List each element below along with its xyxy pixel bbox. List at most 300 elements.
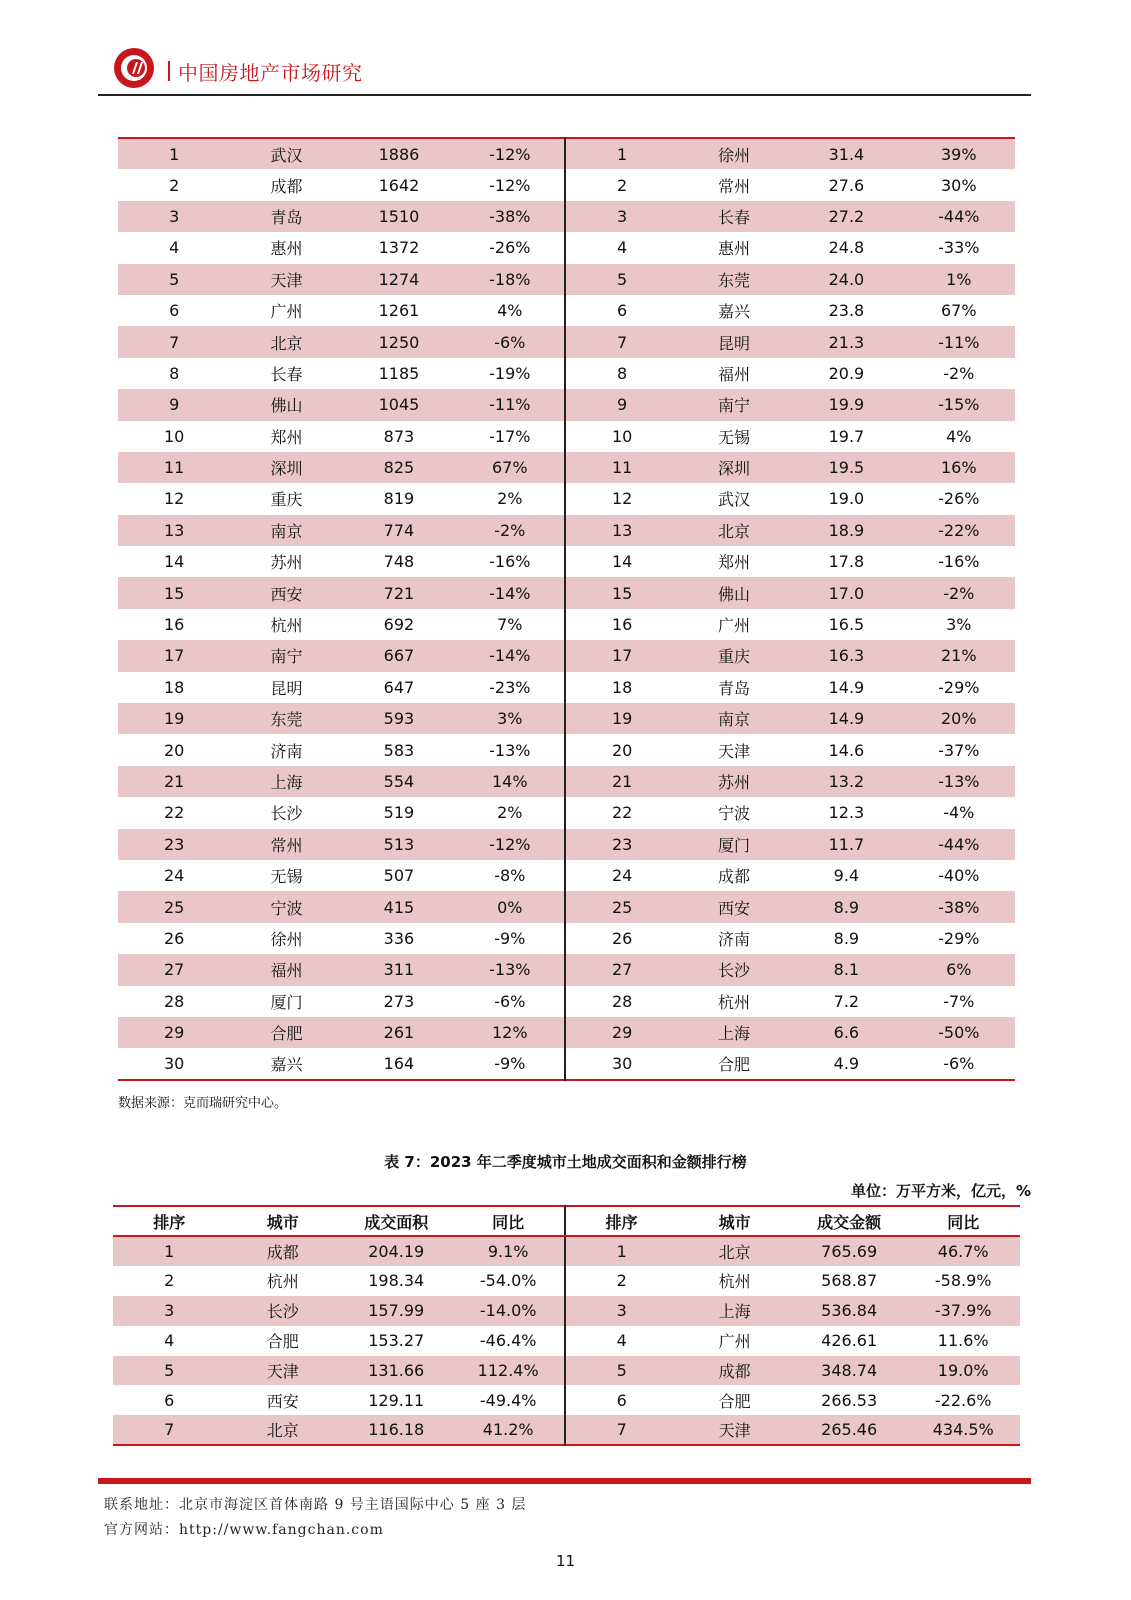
table-cell: 28 bbox=[611, 991, 633, 1011]
table-cell: 21.3 bbox=[790, 326, 902, 357]
table-cell: 434.5% bbox=[906, 1415, 1020, 1445]
table-cell: 721 bbox=[343, 577, 455, 608]
table-cell: -13% bbox=[455, 734, 565, 765]
table-cell: 10 bbox=[164, 426, 185, 446]
table-cell: 9.1% bbox=[452, 1236, 564, 1266]
table-cell: 苏州 bbox=[270, 553, 303, 573]
table-cell: 1 bbox=[113, 1236, 225, 1266]
table-cell: 1 bbox=[118, 138, 230, 169]
table-cell: -11% bbox=[455, 389, 565, 420]
table-row bbox=[118, 389, 1015, 420]
table-cell: 广州 bbox=[718, 616, 751, 636]
table-row bbox=[118, 734, 1015, 765]
table-cell: 1 bbox=[565, 138, 677, 169]
table-cell: 长沙 bbox=[270, 804, 303, 824]
table-cell: 杭州 bbox=[270, 616, 303, 636]
table-cell: 7 bbox=[113, 1415, 225, 1445]
table-cell: 2 bbox=[617, 175, 628, 195]
table-cell: 19.5 bbox=[790, 452, 902, 483]
table-cell: -18% bbox=[455, 264, 565, 295]
table-cell: -22% bbox=[903, 515, 1015, 546]
table-cell: 常州 bbox=[718, 176, 751, 196]
table-row bbox=[118, 923, 1015, 954]
table-cell: 198.34 bbox=[368, 1271, 425, 1291]
table-cell: 嘉兴 bbox=[270, 1055, 303, 1075]
table-cell: 10 bbox=[611, 426, 633, 446]
table-cell: 9 bbox=[118, 389, 230, 420]
table-row bbox=[118, 358, 1015, 389]
table-cell: 1045 bbox=[343, 389, 455, 420]
table-cell: 8 bbox=[169, 363, 180, 383]
table-cell: 29 bbox=[565, 1017, 677, 1048]
table-cell: 15 bbox=[565, 577, 677, 608]
table-cell: 北京 bbox=[225, 1415, 340, 1445]
table-cell: 14.6 bbox=[828, 740, 865, 760]
table-cell: 2 bbox=[164, 1271, 175, 1291]
table-row bbox=[113, 1356, 1020, 1386]
table-row bbox=[118, 609, 1015, 640]
column-header: 排序 bbox=[565, 1206, 677, 1236]
table-cell: 成都 bbox=[225, 1236, 340, 1266]
page-header bbox=[98, 40, 1031, 96]
table-cell: 311 bbox=[343, 954, 455, 985]
table-cell: 合肥 bbox=[266, 1332, 299, 1352]
table-row bbox=[118, 986, 1015, 1017]
table-cell: 13 bbox=[118, 515, 230, 546]
table-cell: -22.6% bbox=[934, 1390, 992, 1410]
table-cell: 宁波 bbox=[230, 891, 342, 922]
table-cell: 2% bbox=[455, 483, 565, 514]
table-cell: 苏州 bbox=[678, 766, 790, 797]
table-cell: 东莞 bbox=[230, 703, 342, 734]
table-cell: 上海 bbox=[678, 1017, 790, 1048]
table-cell: 1 bbox=[565, 1236, 677, 1266]
table-cell: 14.9 bbox=[790, 703, 902, 734]
table-cell: 4% bbox=[946, 426, 972, 446]
table-row bbox=[118, 829, 1015, 860]
table-cell: 7 bbox=[565, 1415, 677, 1445]
table-cell: 112.4% bbox=[452, 1356, 564, 1386]
table-cell: 佛山 bbox=[230, 389, 342, 420]
table-row bbox=[118, 483, 1015, 514]
table-cell: 9.4 bbox=[833, 866, 860, 886]
table-cell: 8.9 bbox=[833, 928, 860, 948]
table-cell: 19.0 bbox=[828, 489, 865, 509]
table-row bbox=[118, 703, 1015, 734]
table-cell: 5 bbox=[565, 1356, 677, 1386]
table-cell: -54.0% bbox=[452, 1266, 564, 1296]
table-cell: 惠州 bbox=[270, 239, 303, 259]
table-cell: -6% bbox=[943, 1054, 975, 1074]
table-cell: 无锡 bbox=[270, 867, 303, 887]
table-cell: 3% bbox=[455, 703, 565, 734]
table-cell: 重庆 bbox=[270, 490, 303, 510]
table-cell: 嘉兴 bbox=[718, 302, 751, 322]
table-cell: 568.87 bbox=[821, 1271, 878, 1291]
table-cell: 长春 bbox=[678, 201, 790, 232]
table-row bbox=[113, 1266, 1020, 1296]
table-row bbox=[118, 264, 1015, 295]
table-row bbox=[118, 1017, 1015, 1048]
table-cell: 24.0 bbox=[790, 264, 902, 295]
table-cell: 27.2 bbox=[790, 201, 902, 232]
table-cell: -38% bbox=[903, 891, 1015, 922]
table-cell: -12% bbox=[455, 169, 565, 200]
table-cell: 惠州 bbox=[718, 239, 751, 259]
table-cell: 426.61 bbox=[821, 1331, 878, 1351]
table-cell: 24 bbox=[164, 866, 185, 886]
table-cell: 28 bbox=[164, 991, 185, 1011]
table-cell: 徐州 bbox=[270, 929, 303, 949]
table-cell: 14 bbox=[611, 552, 633, 572]
table-cell: 12 bbox=[611, 489, 633, 509]
table-row bbox=[118, 954, 1015, 985]
table-cell: 1% bbox=[903, 264, 1015, 295]
table-cell: 22 bbox=[164, 803, 185, 823]
table-cell: 30 bbox=[611, 1054, 633, 1074]
table-cell: 天津 bbox=[718, 741, 751, 761]
table-cell: 6 bbox=[617, 301, 628, 321]
table-cell: -40% bbox=[938, 866, 980, 886]
column-header: 城市 bbox=[225, 1206, 340, 1236]
table-cell: 常州 bbox=[230, 829, 342, 860]
table-row bbox=[118, 891, 1015, 922]
table-cell: 583 bbox=[383, 740, 415, 760]
table-cell: 2% bbox=[455, 797, 565, 828]
table-cell: 26 bbox=[611, 928, 633, 948]
table-cell: -9% bbox=[455, 923, 565, 954]
table-cell: 25 bbox=[118, 891, 230, 922]
table-cell: 19.7 bbox=[828, 426, 865, 446]
footer-address: 联系地址：北京市海淀区首体南路 9 号主语国际中心 5 座 3 层 bbox=[104, 1497, 527, 1513]
table-cell: 30% bbox=[941, 175, 977, 195]
table-cell: 13.2 bbox=[790, 766, 902, 797]
table-cell: 重庆 bbox=[678, 640, 790, 671]
table-cell: 4% bbox=[455, 295, 565, 326]
column-header: 城市 bbox=[677, 1206, 792, 1236]
table-cell: 20 bbox=[611, 740, 633, 760]
column-header: 同比 bbox=[452, 1206, 564, 1236]
table-cell: 7% bbox=[455, 609, 565, 640]
table-cell: 16% bbox=[903, 452, 1015, 483]
table-cell: 宁波 bbox=[718, 804, 751, 824]
table-cell: 6.6 bbox=[790, 1017, 902, 1048]
table-row bbox=[113, 1236, 1020, 1266]
table-cell: 7 bbox=[565, 326, 677, 357]
table-cell: 南宁 bbox=[678, 389, 790, 420]
table-row bbox=[113, 1296, 1020, 1326]
table-cell: 16.3 bbox=[790, 640, 902, 671]
table-cell: 16 bbox=[164, 615, 185, 635]
table-cell: 杭州 bbox=[718, 1272, 751, 1292]
table-cell: 4 bbox=[169, 238, 180, 258]
table-cell: -46.4% bbox=[452, 1326, 564, 1356]
table-cell: 23.8 bbox=[828, 301, 865, 321]
table-row bbox=[118, 295, 1015, 326]
table-cell: 5 bbox=[118, 264, 230, 295]
table-cell: 广州 bbox=[270, 302, 303, 322]
table-cell: 348.74 bbox=[792, 1356, 907, 1386]
table-row bbox=[113, 1326, 1020, 1356]
table-row bbox=[118, 797, 1015, 828]
table-cell: -13% bbox=[903, 766, 1015, 797]
table-cell: 519 bbox=[383, 803, 415, 823]
table-cell: 3 bbox=[113, 1296, 225, 1326]
table-cell: 513 bbox=[343, 829, 455, 860]
table-cell: 17 bbox=[118, 640, 230, 671]
table-cell: 22 bbox=[611, 803, 633, 823]
table-cell: 天津 bbox=[230, 264, 342, 295]
table-cell: 13 bbox=[565, 515, 677, 546]
table-cell: 天津 bbox=[677, 1415, 792, 1445]
table-cell: 157.99 bbox=[340, 1296, 452, 1326]
table-cell: 北京 bbox=[677, 1236, 792, 1266]
table-cell: -29% bbox=[938, 677, 980, 697]
table-cell: -33% bbox=[938, 238, 980, 258]
table-cell: 无锡 bbox=[718, 427, 751, 447]
table-cell: 29 bbox=[118, 1017, 230, 1048]
table-cell: 3 bbox=[565, 201, 677, 232]
table-cell: 济南 bbox=[718, 929, 751, 949]
table-cell: 8.1 bbox=[790, 954, 902, 985]
table-cell: 武汉 bbox=[718, 490, 751, 510]
table-cell: -26% bbox=[938, 489, 980, 509]
table-cell: 西安 bbox=[266, 1391, 299, 1411]
table-cell: 18 bbox=[164, 677, 185, 697]
table-cell: 东莞 bbox=[678, 264, 790, 295]
table-cell: 129.11 bbox=[368, 1390, 425, 1410]
table-cell: 24 bbox=[611, 866, 633, 886]
table-cell: 765.69 bbox=[792, 1236, 907, 1266]
table-cell: -7% bbox=[943, 991, 975, 1011]
table-row bbox=[118, 672, 1015, 703]
table-cell: 131.66 bbox=[340, 1356, 452, 1386]
table-cell: 6 bbox=[164, 1390, 175, 1410]
ranking-table-continued bbox=[118, 137, 1015, 1081]
table-cell: -6% bbox=[455, 986, 565, 1017]
footer-website: 官方网站：http://www.fangchan.com bbox=[104, 1522, 384, 1538]
table-cell: 1261 bbox=[378, 301, 420, 321]
table-cell: 261 bbox=[343, 1017, 455, 1048]
table-cell: 青岛 bbox=[230, 201, 342, 232]
table-cell: 23 bbox=[118, 829, 230, 860]
table-cell: 杭州 bbox=[718, 992, 751, 1012]
table-cell: 19 bbox=[565, 703, 677, 734]
table-row bbox=[118, 201, 1015, 232]
table-cell: 郑州 bbox=[270, 427, 303, 447]
table-cell: 长沙 bbox=[225, 1296, 340, 1326]
table-cell: 67% bbox=[455, 452, 565, 483]
table-cell: 23 bbox=[565, 829, 677, 860]
table-row bbox=[118, 452, 1015, 483]
table-cell: 21 bbox=[565, 766, 677, 797]
table-cell: 39% bbox=[903, 138, 1015, 169]
table-cell: 18.9 bbox=[790, 515, 902, 546]
table-cell: 17.8 bbox=[828, 552, 865, 572]
table-cell: 郑州 bbox=[718, 553, 751, 573]
table-cell: 1274 bbox=[343, 264, 455, 295]
table-cell: 5 bbox=[113, 1356, 225, 1386]
table-row bbox=[118, 138, 1015, 169]
table-cell: 武汉 bbox=[230, 138, 342, 169]
table-row bbox=[118, 232, 1015, 263]
table-cell: 11.7 bbox=[790, 829, 902, 860]
table-cell: 8.9 bbox=[790, 891, 902, 922]
table-cell: 成都 bbox=[270, 176, 303, 196]
table-cell: 北京 bbox=[678, 515, 790, 546]
table-cell: -17% bbox=[455, 421, 565, 452]
table-cell: 692 bbox=[383, 615, 415, 635]
table-cell: -23% bbox=[455, 672, 565, 703]
table-cell: 554 bbox=[343, 766, 455, 797]
table-cell: 19 bbox=[118, 703, 230, 734]
column-header: 成交面积 bbox=[340, 1206, 452, 1236]
table-cell: 204.19 bbox=[340, 1236, 452, 1266]
table-cell: 上海 bbox=[677, 1296, 792, 1326]
column-header: 成交金额 bbox=[792, 1206, 907, 1236]
table-cell: 748 bbox=[383, 552, 415, 572]
table-cell: 26 bbox=[164, 928, 185, 948]
table-cell: 合肥 bbox=[718, 1391, 751, 1411]
table-cell: 北京 bbox=[230, 326, 342, 357]
table-cell: 南京 bbox=[230, 515, 342, 546]
table-cell: -37.9% bbox=[906, 1296, 1020, 1326]
table-cell: -44% bbox=[903, 201, 1015, 232]
table-row bbox=[118, 326, 1015, 357]
table-cell: 19.0% bbox=[906, 1356, 1020, 1386]
table-cell: 20 bbox=[164, 740, 185, 760]
table-cell: 12 bbox=[164, 489, 185, 509]
table-cell: 1886 bbox=[343, 138, 455, 169]
table-cell: -14% bbox=[455, 577, 565, 608]
table-cell: -6% bbox=[455, 326, 565, 357]
table-cell: -15% bbox=[903, 389, 1015, 420]
table-cell: 12% bbox=[455, 1017, 565, 1048]
table-cell: 16.5 bbox=[828, 615, 865, 635]
table-cell: 3 bbox=[565, 1296, 677, 1326]
header-title: 中国房地产市场研究 bbox=[178, 61, 363, 85]
table-cell: 成都 bbox=[718, 867, 751, 887]
table-cell: 25 bbox=[565, 891, 677, 922]
table-row bbox=[118, 546, 1015, 577]
table-cell: 青岛 bbox=[718, 678, 751, 698]
table-cell: 20.9 bbox=[828, 363, 865, 383]
table-cell: -58.9% bbox=[934, 1271, 992, 1291]
table-cell: 4 bbox=[616, 1331, 627, 1351]
table-cell: -2% bbox=[903, 577, 1015, 608]
table-cell: 福州 bbox=[718, 364, 751, 384]
table-cell: 336 bbox=[383, 928, 415, 948]
table-cell: 774 bbox=[343, 515, 455, 546]
table-cell: 1510 bbox=[343, 201, 455, 232]
table-cell: 27.6 bbox=[828, 175, 865, 195]
table-row bbox=[118, 515, 1015, 546]
table-cell: 上海 bbox=[230, 766, 342, 797]
table-cell: 3% bbox=[946, 615, 972, 635]
table-cell: -8% bbox=[455, 860, 565, 891]
table-cell: 266.53 bbox=[821, 1390, 878, 1410]
table-cell: 长春 bbox=[270, 364, 303, 384]
table-cell: 合肥 bbox=[718, 1055, 751, 1075]
table-cell: 合肥 bbox=[230, 1017, 342, 1048]
table-cell: -44% bbox=[903, 829, 1015, 860]
table-cell: 8 bbox=[617, 363, 628, 383]
table-cell: 17.0 bbox=[790, 577, 902, 608]
table-cell: 7.2 bbox=[833, 991, 860, 1011]
table-cell: -50% bbox=[903, 1017, 1015, 1048]
table-cell: 19.9 bbox=[790, 389, 902, 420]
table-cell: 11.6% bbox=[937, 1331, 989, 1351]
table-cell: 昆明 bbox=[678, 326, 790, 357]
table-cell: 6% bbox=[903, 954, 1015, 985]
table-cell: 4.9 bbox=[833, 1054, 860, 1074]
table-cell: 31.4 bbox=[790, 138, 902, 169]
table-cell: 24.8 bbox=[828, 238, 865, 258]
table-cell: 西安 bbox=[678, 891, 790, 922]
table-cell: 昆明 bbox=[270, 678, 303, 698]
table-cell: 265.46 bbox=[792, 1415, 907, 1445]
table-cell: 5 bbox=[565, 264, 677, 295]
table-cell: 27 bbox=[565, 954, 677, 985]
table-cell: 415 bbox=[343, 891, 455, 922]
table-cell: 14.9 bbox=[828, 677, 865, 697]
table-row bbox=[118, 860, 1015, 891]
table-cell: 647 bbox=[383, 677, 415, 697]
table-cell: 2 bbox=[169, 175, 180, 195]
table-cell: 27 bbox=[118, 954, 230, 985]
table-cell: 9 bbox=[565, 389, 677, 420]
table-cell: 6 bbox=[169, 301, 180, 321]
unit-note: 单位：万平方米，亿元，% bbox=[850, 1182, 1031, 1200]
table-cell: 广州 bbox=[718, 1332, 751, 1352]
table-cell: 2 bbox=[616, 1271, 627, 1291]
table-row bbox=[118, 169, 1015, 200]
table-cell: 徐州 bbox=[678, 138, 790, 169]
table-cell: 14% bbox=[455, 766, 565, 797]
logo-icon bbox=[112, 46, 156, 90]
table-cell: 济南 bbox=[270, 741, 303, 761]
table-cell: 杭州 bbox=[266, 1272, 299, 1292]
table-row bbox=[118, 577, 1015, 608]
table-cell: 4 bbox=[617, 238, 628, 258]
table-cell: 536.84 bbox=[792, 1296, 907, 1326]
table-cell: 507 bbox=[383, 866, 415, 886]
table-cell: -9% bbox=[455, 1048, 565, 1079]
table-cell: 20% bbox=[903, 703, 1015, 734]
table-cell: -16% bbox=[455, 546, 565, 577]
table-cell: -37% bbox=[938, 740, 980, 760]
page-number: 11 bbox=[555, 1552, 576, 1570]
table-row bbox=[118, 766, 1015, 797]
table-header-row bbox=[113, 1206, 1020, 1236]
table-cell: 11 bbox=[565, 452, 677, 483]
table-cell: 67% bbox=[941, 301, 977, 321]
table-cell: -19% bbox=[455, 358, 565, 389]
table-cell: 46.7% bbox=[906, 1236, 1020, 1266]
table-cell: -12% bbox=[455, 138, 565, 169]
table-cell: 153.27 bbox=[368, 1331, 425, 1351]
table-cell: -2% bbox=[455, 515, 565, 546]
land-transaction-table bbox=[113, 1205, 1020, 1446]
footer-divider bbox=[98, 1478, 1031, 1484]
table-cell: 18 bbox=[611, 677, 633, 697]
table-cell: 30 bbox=[164, 1054, 185, 1074]
table-caption: 表 7：2023 年二季度城市土地成交面积和金额排行榜 bbox=[384, 1153, 747, 1171]
table-cell: 17 bbox=[565, 640, 677, 671]
table-cell: 0% bbox=[455, 891, 565, 922]
table-cell: -12% bbox=[455, 829, 565, 860]
table-cell: 成都 bbox=[677, 1356, 792, 1386]
